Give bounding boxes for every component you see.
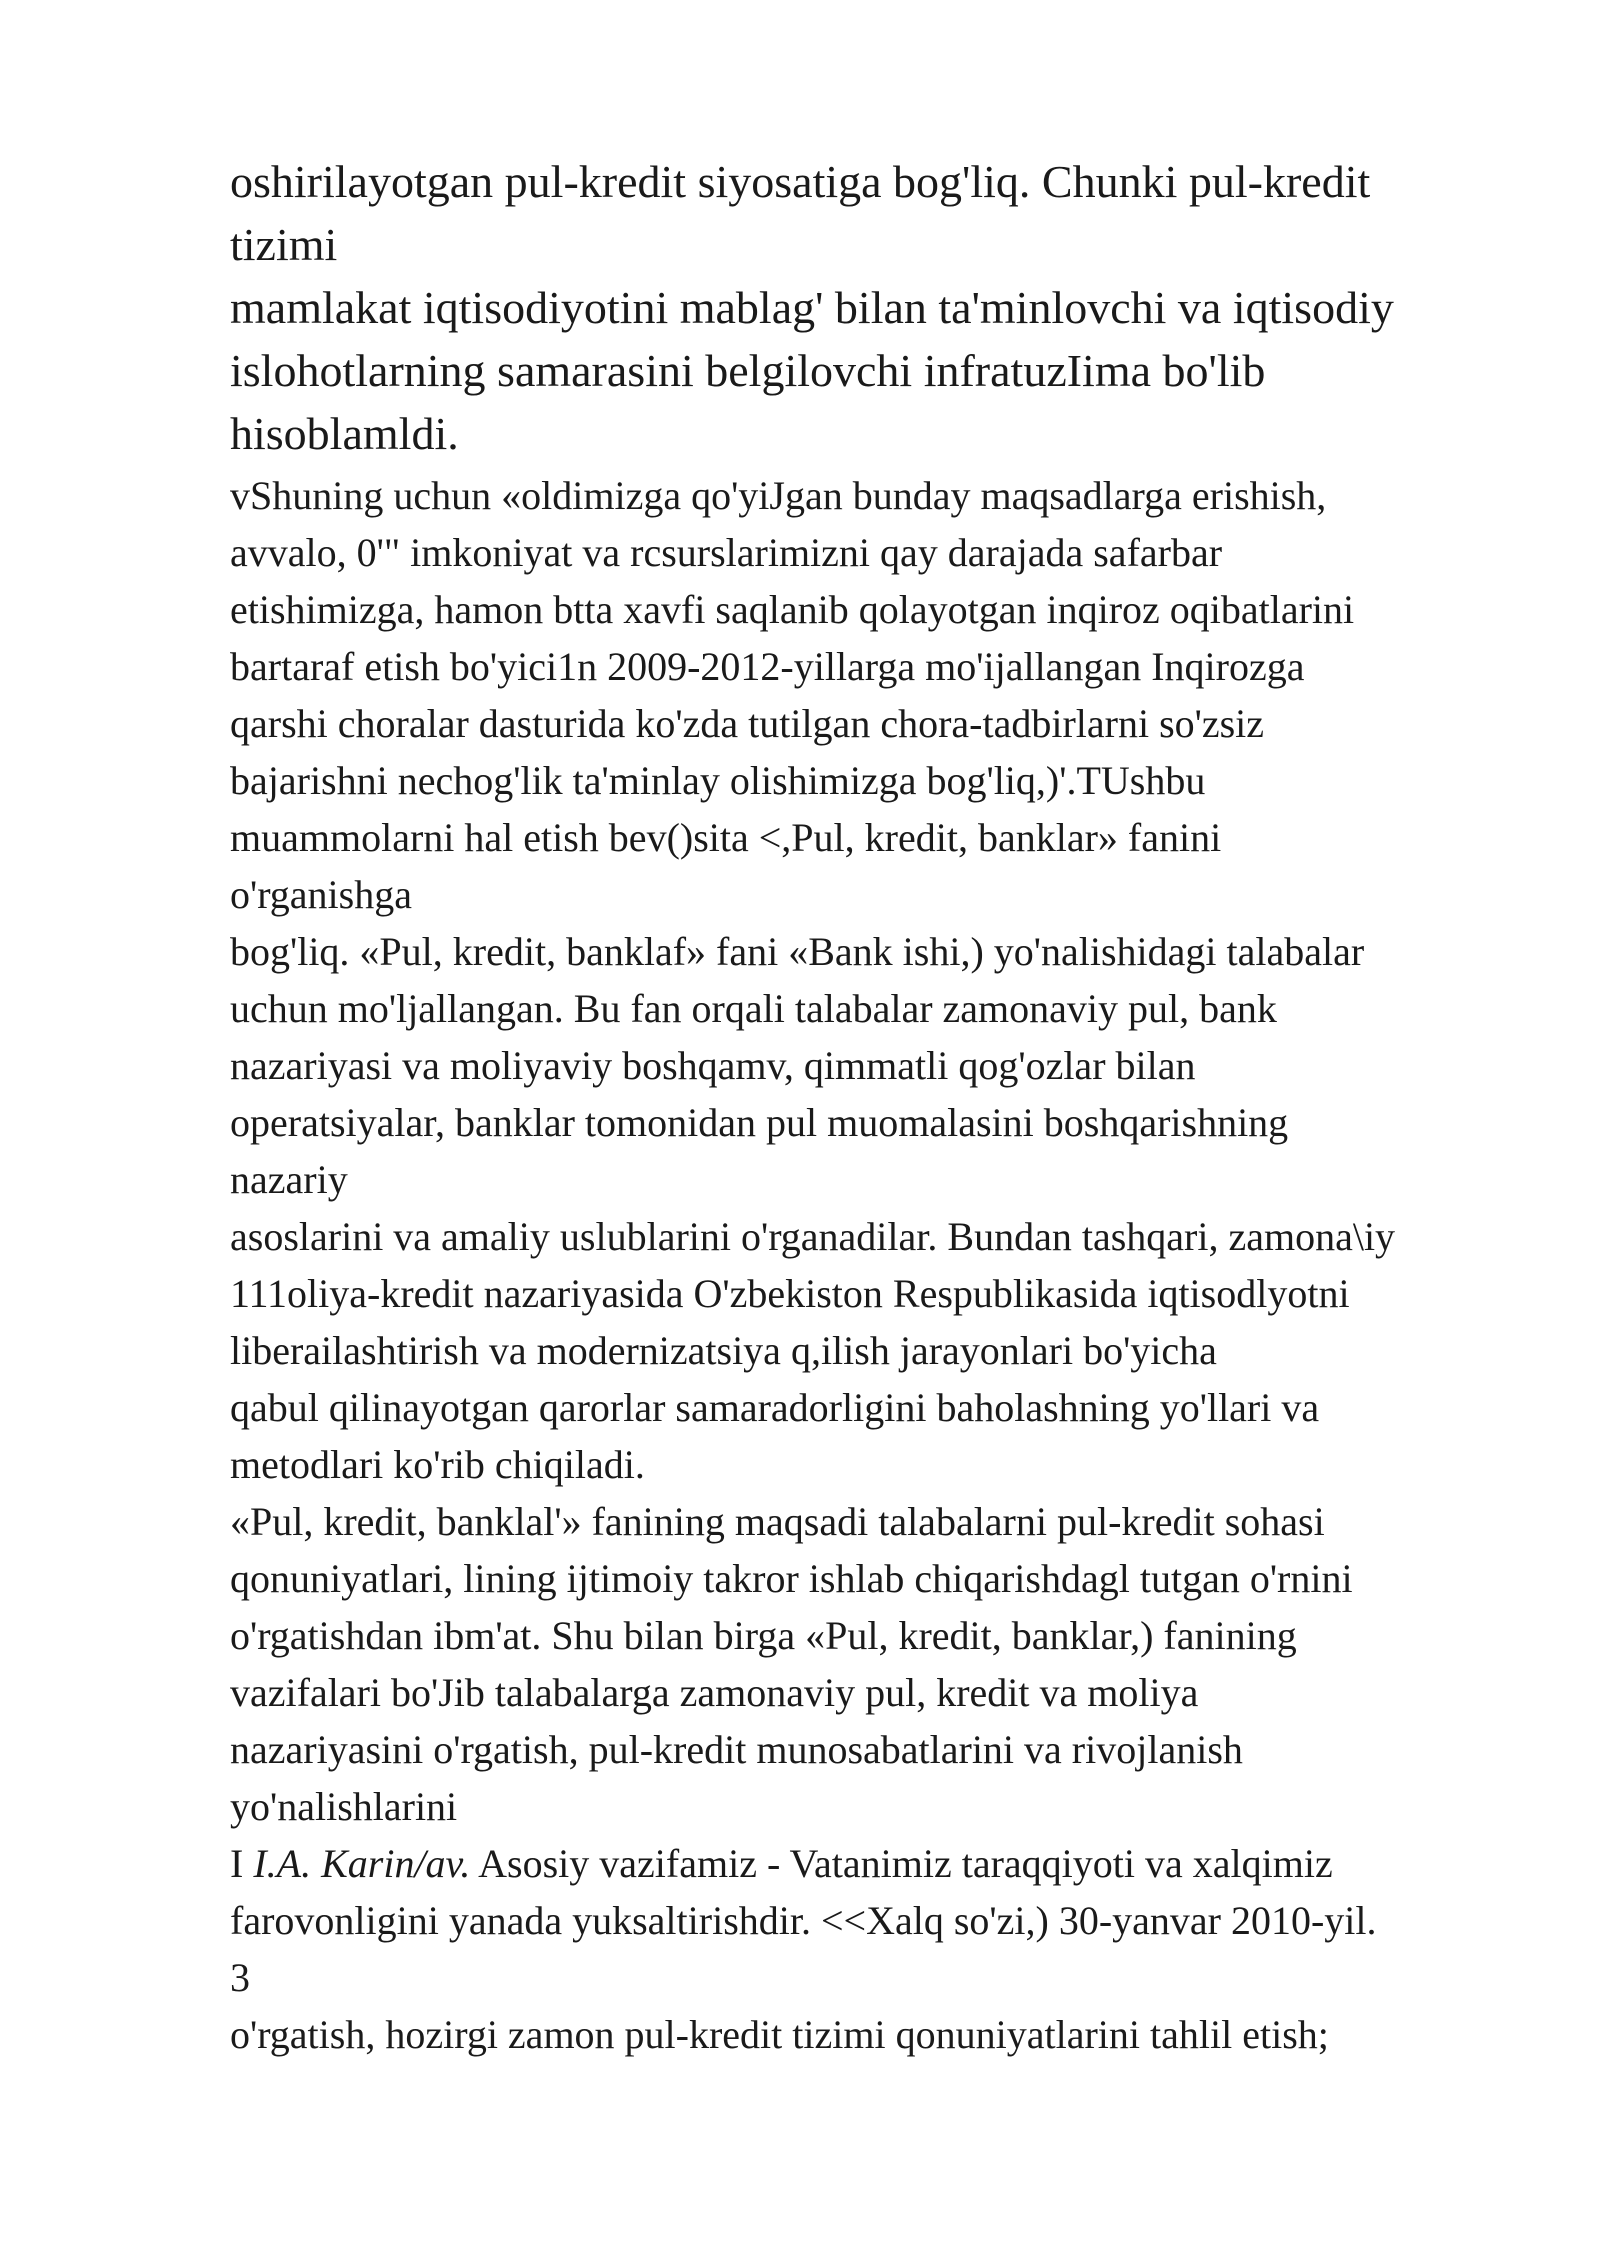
text-line: nazariy bbox=[230, 1157, 348, 1202]
text-line: vazifalari bo'Jib talabalarga zamonaviy pul, kredit va moliya bbox=[230, 1670, 1199, 1715]
text-line: qabul qilinayotgan qarorlar samaradorligini baholashning yo'llari va bbox=[230, 1385, 1320, 1430]
text-line: bajarishni nechog'lik ta'minlay olishimizga bog'liq,)'.TUshbu bbox=[230, 758, 1206, 803]
footnote-marker: I bbox=[230, 1841, 244, 1886]
text-line: tizimi bbox=[230, 219, 338, 270]
text-line: qonuniyatlari, lining ijtimoiy takror ishlab chiqarishdagl tutgan o'rnini bbox=[230, 1556, 1353, 1601]
footnote-line bbox=[230, 1835, 1530, 1892]
text-line: nazariyasini o'rgatish, pul-kredit munosabatlarini va rivojlanish bbox=[230, 1727, 1243, 1772]
text-line: uchun mo'ljallangan. Bu fan orqali talabalar zamonaviy pul, bank bbox=[230, 986, 1277, 1031]
document-page bbox=[230, 150, 1530, 2063]
text-line: mamlakat iqtisodiyotini mablag' bilan ta'minlovchi va iqtisodiy bbox=[230, 282, 1394, 333]
footnote bbox=[230, 1835, 1530, 1949]
text-line: vShuning uchun «oldimizga qo'yiJgan bunday maqsadlarga erishish, bbox=[230, 473, 1327, 518]
text-line: bog'liq. «Pul, kredit, banklaf» fani «Bank ishi,) yo'nalishidagi talabalar bbox=[230, 929, 1365, 974]
text-line: o'rganishga bbox=[230, 872, 412, 917]
text-line: muammolarni hal etish bev()sita <,Pul, kredit, banklar» fanini bbox=[230, 815, 1222, 860]
text-line: etishimizga, hamon btta xavfi saqlanib qolayotgan inqiroz oqibatlarini bbox=[230, 587, 1355, 632]
text-line: o'rgatish, hozirgi zamon pul-kredit tizimi qonuniyatlarini tahlil etish; bbox=[230, 2012, 1329, 2057]
footnote-text: Asosiy vazifamiz - Vatanimiz taraqqiyoti va xalqimiz bbox=[478, 1841, 1333, 1886]
text-line: «Pul, kredit, banklal'» fanining maqsadi talabalarni pul-kredit sohasi bbox=[230, 1499, 1325, 1544]
text-line: o'rgatishdan ibm'at. Shu bilan birga «Pul, kredit, banklar,) fanining bbox=[230, 1613, 1297, 1658]
text-line: avvalo, 0'" imkoniyat va rcsurslarimizni qay darajada safarbar bbox=[230, 530, 1223, 575]
text-line: 111oliya-kredit nazariyasida O'zbekiston Respublikasida iqtisodlyotni bbox=[230, 1271, 1350, 1316]
page-number: 3 bbox=[230, 1955, 250, 2000]
text-line: oshirilayotgan pul-kredit siyosatiga bog'liq. Chunki pul-kredit bbox=[230, 156, 1371, 207]
intro-paragraph bbox=[230, 150, 1530, 465]
text-line: operatsiyalar, banklar tomonidan pul muomalasini boshqarishning bbox=[230, 1100, 1289, 1145]
text-line: nazariyasi va moliyaviy boshqamv, qimmatli qog'ozlar bilan bbox=[230, 1043, 1196, 1088]
footnote-author: I.A. Karin/av. bbox=[253, 1841, 471, 1886]
text-line: liberailashtirish va modernizatsiya q,ilish jarayonlari bo'yicha bbox=[230, 1328, 1217, 1373]
footnote-line: farovonligini yanada yuksaltirishdir. <<Xalq so'zi,) 30-yanvar 2010-yil. bbox=[230, 1898, 1377, 1943]
text-line: hisoblamldi. bbox=[230, 408, 459, 459]
text-line: islohotlarning samarasini belgilovchi infratuzIima bo'lib bbox=[230, 345, 1266, 396]
text-line: asoslarini va amaliy uslublarini o'rganadilar. Bundan tashqari, zamona\iy bbox=[230, 1214, 1396, 1259]
text-line: bartaraf etish bo'yici1n 2009-2012-yillarga mo'ijallangan Inqirozga bbox=[230, 644, 1305, 689]
body-text bbox=[230, 467, 1530, 1835]
text-line: qarshi choralar dasturida ko'zda tutilgan chora-tadbirlarni so'zsiz bbox=[230, 701, 1265, 746]
text-line: yo'nalishlarini bbox=[230, 1784, 458, 1829]
text-line: metodlari ko'rib chiqiladi. bbox=[230, 1442, 645, 1487]
